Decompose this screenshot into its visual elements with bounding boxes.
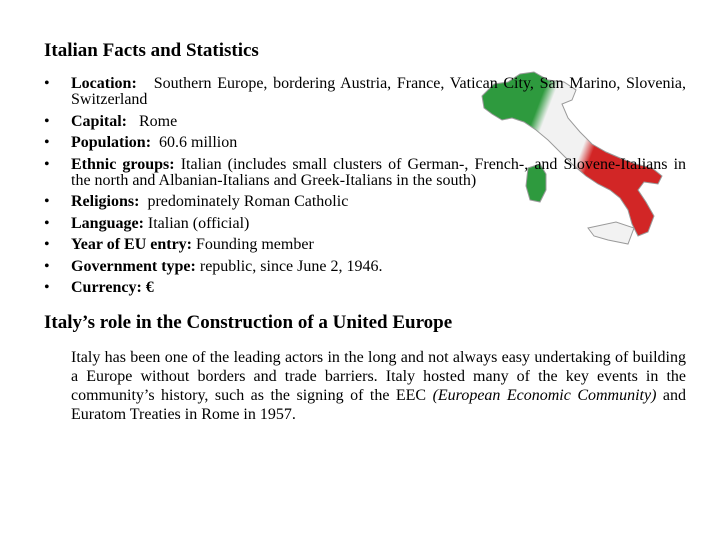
fact-value: Founding member	[196, 236, 314, 253]
fact-label: Language:	[71, 214, 144, 232]
paragraph-text-end: and Euratom Treaties in Rome in 1957.	[71, 387, 687, 423]
fact-government-type	[44, 259, 686, 275]
fact-label: Population:	[71, 134, 152, 151]
fact-location	[44, 76, 686, 108]
slide-content	[44, 38, 686, 424]
fact-value: Italian (includes small clusters of German-, French-, and Slovene-Italians in the north and Albanian-Italians and Greek-Italians in the south)	[71, 155, 687, 189]
fact-label: Capital:	[71, 112, 127, 130]
facts-list	[44, 76, 686, 296]
paragraph-italic-text: (European Economic Community)	[432, 387, 657, 404]
fact-value: republic, since June 2, 1946.	[199, 257, 383, 275]
fact-capital	[44, 114, 686, 130]
fact-label: Currency	[71, 279, 137, 296]
facts-heading: Italian Facts and Statistics	[44, 40, 259, 61]
fact-label: Government type:	[71, 257, 196, 275]
fact-label: Location:	[71, 75, 137, 92]
role-paragraph	[71, 348, 686, 424]
fact-label: Religions:	[71, 193, 140, 210]
fact-label: Ethnic groups:	[71, 155, 175, 173]
fact-value: 60.6 million	[159, 134, 238, 151]
fact-language	[44, 216, 686, 232]
role-heading: Italy’s role in the Construction of a United Europe	[44, 312, 453, 333]
paragraph-text: Italy has been one of the leading actors in the long and not always easy undertaking of building a Europe without borders and trade barriers. Italy hosted many of the key events in the community’s history, such as the signing of the EEC	[71, 349, 686, 404]
fact-religions	[44, 194, 686, 210]
fact-ethnic-groups	[44, 157, 686, 189]
fact-value: predominately Roman Catholic	[147, 193, 349, 210]
fact-value: Italian (official)	[147, 214, 250, 232]
fact-label: Year of EU entry:	[71, 236, 193, 253]
fact-value: : €	[136, 279, 154, 296]
fact-eu-entry	[44, 237, 686, 253]
fact-currency	[44, 280, 686, 296]
fact-value: Southern Europe, bordering Austria, France, Vatican City, San Marino, Slovenia, Switzerland	[71, 75, 687, 108]
fact-population	[44, 135, 686, 151]
fact-value: Rome	[139, 112, 178, 130]
